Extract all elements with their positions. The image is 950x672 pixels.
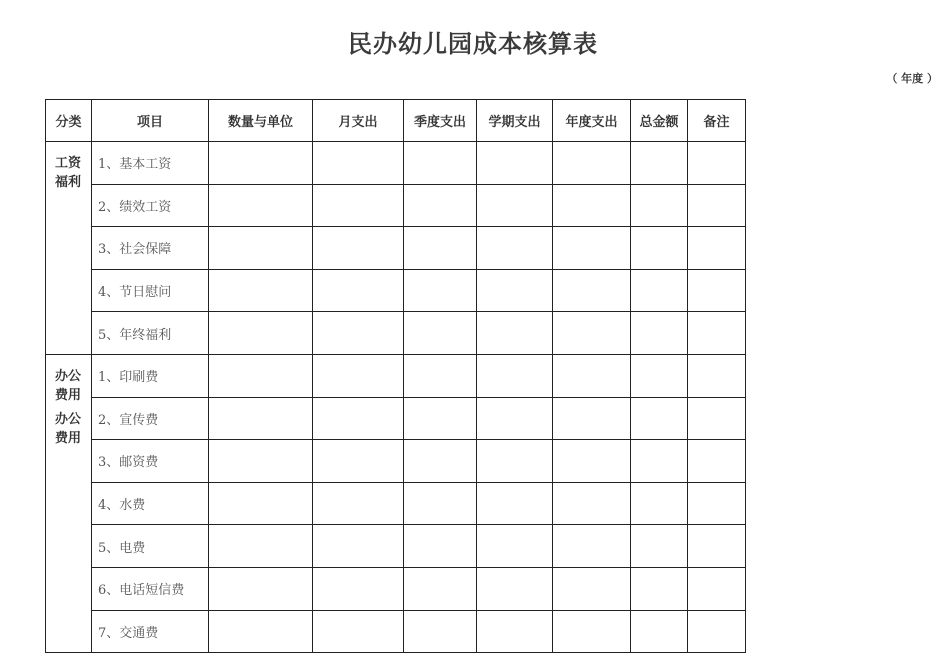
column-header-quantity-unit: 数量与单位 — [209, 100, 313, 142]
table-body — [46, 142, 746, 653]
item-label: 6、电话短信费 — [92, 567, 209, 610]
monthly-cell[interactable] — [313, 397, 404, 440]
monthly-cell[interactable] — [313, 354, 404, 397]
quantity-unit-cell[interactable] — [209, 440, 313, 483]
total-cell[interactable] — [631, 482, 688, 525]
remarks-cell[interactable] — [688, 227, 746, 270]
semester-cell[interactable] — [477, 269, 553, 312]
semester-cell[interactable] — [477, 227, 553, 270]
quarterly-cell[interactable] — [404, 269, 477, 312]
year-note: （ 年度 ） — [886, 72, 938, 85]
total-cell[interactable] — [631, 227, 688, 270]
category-label: 办公费用 — [55, 411, 82, 446]
annual-cell[interactable] — [553, 269, 631, 312]
total-cell[interactable] — [631, 610, 688, 653]
quantity-unit-cell[interactable] — [209, 354, 313, 397]
semester-cell[interactable] — [477, 142, 553, 185]
total-cell[interactable] — [631, 312, 688, 355]
column-header-quarterly: 季度支出 — [404, 100, 477, 142]
category-label: 办公费用 — [55, 368, 82, 403]
annual-cell[interactable] — [553, 227, 631, 270]
remarks-cell[interactable] — [688, 184, 746, 227]
semester-cell[interactable] — [477, 567, 553, 610]
quantity-unit-cell[interactable] — [209, 610, 313, 653]
column-header-total: 总金额 — [631, 100, 688, 142]
total-cell[interactable] — [631, 142, 688, 185]
quantity-unit-cell[interactable] — [209, 482, 313, 525]
semester-cell[interactable] — [477, 354, 553, 397]
column-header-category: 分类 — [46, 100, 92, 142]
table-row — [46, 142, 746, 185]
total-cell[interactable] — [631, 354, 688, 397]
remarks-cell[interactable] — [688, 440, 746, 483]
item-label: 1、基本工资 — [92, 142, 209, 185]
annual-cell[interactable] — [553, 610, 631, 653]
total-cell[interactable] — [631, 525, 688, 568]
category-cell — [46, 142, 92, 355]
semester-cell[interactable] — [477, 397, 553, 440]
quarterly-cell[interactable] — [404, 525, 477, 568]
semester-cell[interactable] — [477, 610, 553, 653]
quarterly-cell[interactable] — [404, 482, 477, 525]
monthly-cell[interactable] — [313, 610, 404, 653]
column-header-item: 项目 — [92, 100, 209, 142]
item-label: 5、年终福利 — [92, 312, 209, 355]
monthly-cell[interactable] — [313, 269, 404, 312]
item-label: 1、印刷费 — [92, 354, 209, 397]
monthly-cell[interactable] — [313, 227, 404, 270]
annual-cell[interactable] — [553, 397, 631, 440]
item-label: 4、节日慰问 — [92, 269, 209, 312]
column-header-semester: 学期支出 — [477, 100, 553, 142]
remarks-cell[interactable] — [688, 142, 746, 185]
category-label: 工资福利 — [55, 156, 82, 190]
table-row — [46, 482, 746, 525]
table-row — [46, 227, 746, 270]
remarks-cell[interactable] — [688, 397, 746, 440]
column-header-monthly: 月支出 — [313, 100, 404, 142]
quarterly-cell[interactable] — [404, 354, 477, 397]
total-cell[interactable] — [631, 440, 688, 483]
quarterly-cell[interactable] — [404, 312, 477, 355]
item-label: 5、电费 — [92, 525, 209, 568]
quarterly-cell[interactable] — [404, 440, 477, 483]
table-row — [46, 440, 746, 483]
item-label: 2、宣传费 — [92, 397, 209, 440]
item-label: 3、邮资费 — [92, 440, 209, 483]
quantity-unit-cell[interactable] — [209, 142, 313, 185]
semester-cell[interactable] — [477, 184, 553, 227]
monthly-cell[interactable] — [313, 312, 404, 355]
table-row — [46, 312, 746, 355]
quarterly-cell[interactable] — [404, 397, 477, 440]
monthly-cell[interactable] — [313, 440, 404, 483]
category-cell — [46, 354, 92, 652]
table-row — [46, 184, 746, 227]
quantity-unit-cell[interactable] — [209, 397, 313, 440]
remarks-cell[interactable] — [688, 610, 746, 653]
quarterly-cell[interactable] — [404, 184, 477, 227]
total-cell[interactable] — [631, 184, 688, 227]
total-cell[interactable] — [631, 397, 688, 440]
remarks-cell[interactable] — [688, 482, 746, 525]
quarterly-cell[interactable] — [404, 227, 477, 270]
table-row — [46, 269, 746, 312]
page-title: 民办幼儿园成本核算表 — [348, 30, 598, 58]
table-row — [46, 354, 746, 397]
quantity-unit-cell[interactable] — [209, 567, 313, 610]
semester-cell[interactable] — [477, 482, 553, 525]
cost-table — [45, 99, 746, 653]
semester-cell[interactable] — [477, 312, 553, 355]
remarks-cell[interactable] — [688, 525, 746, 568]
quantity-unit-cell[interactable] — [209, 184, 313, 227]
item-label: 4、水费 — [92, 482, 209, 525]
semester-cell[interactable] — [477, 440, 553, 483]
item-label: 3、社会保障 — [92, 227, 209, 270]
annual-cell[interactable] — [553, 354, 631, 397]
total-cell[interactable] — [631, 269, 688, 312]
monthly-cell[interactable] — [313, 482, 404, 525]
total-cell[interactable] — [631, 567, 688, 610]
quarterly-cell[interactable] — [404, 567, 477, 610]
remarks-cell[interactable] — [688, 269, 746, 312]
remarks-cell[interactable] — [688, 354, 746, 397]
annual-cell[interactable] — [553, 184, 631, 227]
quarterly-cell[interactable] — [404, 610, 477, 653]
remarks-cell[interactable] — [688, 567, 746, 610]
monthly-cell[interactable] — [313, 567, 404, 610]
column-header-annual: 年度支出 — [553, 100, 631, 142]
column-header-remarks: 备注 — [688, 100, 746, 142]
item-label: 7、交通费 — [92, 610, 209, 653]
annual-cell[interactable] — [553, 567, 631, 610]
quantity-unit-cell[interactable] — [209, 227, 313, 270]
semester-cell[interactable] — [477, 525, 553, 568]
table-header-row — [46, 100, 746, 142]
monthly-cell[interactable] — [313, 525, 404, 568]
quarterly-cell[interactable] — [404, 142, 477, 185]
quantity-unit-cell[interactable] — [209, 525, 313, 568]
annual-cell[interactable] — [553, 525, 631, 568]
annual-cell[interactable] — [553, 440, 631, 483]
table-row — [46, 567, 746, 610]
table-row — [46, 610, 746, 653]
remarks-cell[interactable] — [688, 312, 746, 355]
monthly-cell[interactable] — [313, 184, 404, 227]
item-label: 2、绩效工资 — [92, 184, 209, 227]
quantity-unit-cell[interactable] — [209, 269, 313, 312]
annual-cell[interactable] — [553, 142, 631, 185]
table-row — [46, 397, 746, 440]
annual-cell[interactable] — [553, 482, 631, 525]
quantity-unit-cell[interactable] — [209, 312, 313, 355]
table-row — [46, 525, 746, 568]
annual-cell[interactable] — [553, 312, 631, 355]
monthly-cell[interactable] — [313, 142, 404, 185]
